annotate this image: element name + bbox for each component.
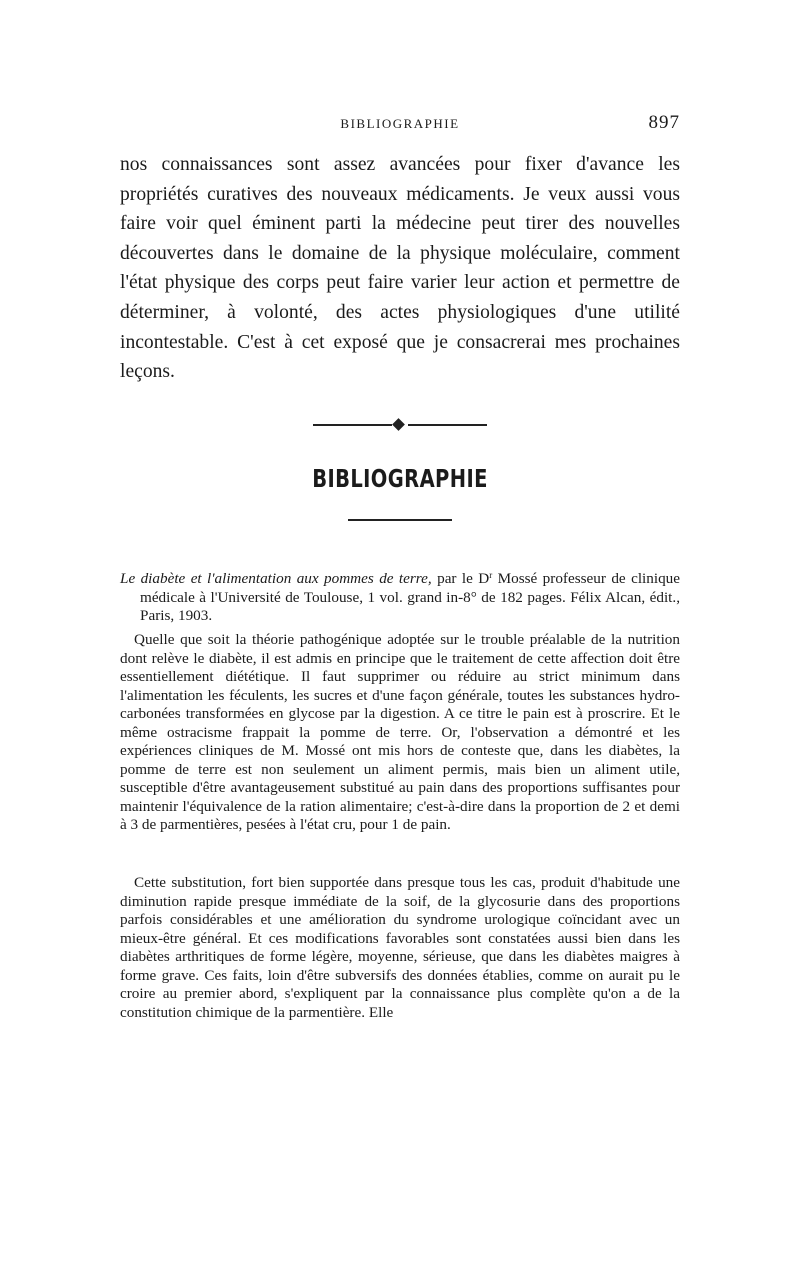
book-citation bbox=[120, 566, 680, 626]
title-underline-rule bbox=[348, 519, 452, 521]
citation-details: Mossé professeur de clinique médicale à l'Université de Toulouse, 1 vol. grand in-8° de 182 pages. Félix Alcan, édit., Paris, 1903. bbox=[140, 570, 680, 625]
book-page bbox=[120, 0, 680, 1262]
section-title: BIBLIOGRAPHIE bbox=[312, 464, 488, 493]
running-head bbox=[120, 112, 680, 136]
citation-by: par le D bbox=[437, 570, 490, 587]
section-divider-ornament bbox=[313, 419, 487, 431]
running-title: BIBLIOGRAPHIE bbox=[340, 116, 460, 131]
review-paragraph-1: Quelle que soit la théorie pathogénique adoptée sur le trouble préalable de la nutrition dont relève le diabète, il est admis en principe que le traitement de cette affection doit être essentiellement diététique. Il faut supprimer ou réduire au strict minimum dans l'alimentation les féculents, les sucres et d'une façon générale, toutes les substances hydro-carbonées transformées en glycose par la digestion. A ce titre le pain est à proscrire. Et le même ostracisme frappait la pomme de terre. Or, l'observation a démontré et les expériences cliniques de M. Mossé ont mis hors de conteste que, dans les diabètes, la pomme de terre est non seulement un aliment permis, mais bien un aliment utile, susceptible d'être avantageusement substitué au pain dans des proportions suffisantes pour maintenir l'équivalence de la ration alimentaire; c'est-à-dire dans la proportion de 2 et demi à 3 de parmentières, pesées à l'état cru, pour 1 de pain. bbox=[120, 631, 680, 834]
body-paragraph: nos connaissances sont assez avancées pour fixer d'avance les propriétés curatives des nouveaux médicaments. Je veux aussi vous faire voir quel éminent parti la médecine peut tirer des nouvelles découvertes dans le domaine de la physique moléculaire, comment l'état physique des corps peut faire varier leur action et permettre de déterminer, à volonté, des actes physiologiques d'une utilité incontestable. C'est à cet exposé que je consacrerai mes prochaines leçons. bbox=[120, 154, 680, 383]
citation-book-title: Le diabète et l'alimentation aux pommes de terre, bbox=[120, 570, 432, 587]
citation-by-superscript: r bbox=[489, 570, 493, 580]
page-number: 897 bbox=[648, 112, 680, 133]
review-paragraph-2: Cette substitution, fort bien supportée dans presque tous les cas, produit d'habitude une diminution rapide presque immédiate de la soif, de la glycosurie dans des proportions parfois considérables et une amélioration du syndrome urologique coïncidant avec un mieux-être général. Et ces modifications favorables sont constatées aussi bien dans les diabètes arthritiques de forme légère, moyenne, sérieuse, que dans les diabètes maigres à forme grave. Ces faits, loin d'être subversifs des données établies, comme on aurait pu le croire au premier abord, s'expliquent par la connaissance plus complète qu'on a de la constitution chimique de la parmentière. Elle bbox=[120, 874, 680, 1021]
divider-rule-left bbox=[313, 424, 392, 426]
diamond-ornament-icon bbox=[392, 418, 405, 431]
divider-rule-right bbox=[408, 424, 487, 426]
